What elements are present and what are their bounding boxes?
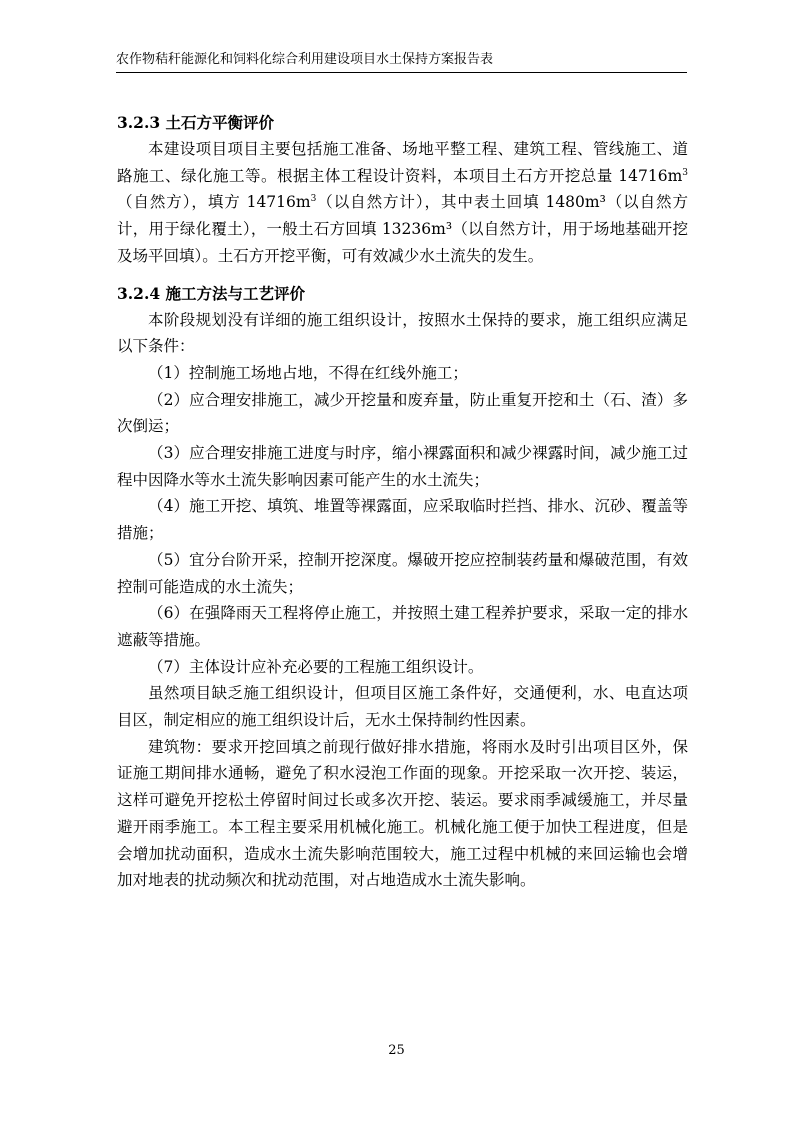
section-heading-3-2-4: 3.2.4 施工方法与工艺评价 [117, 283, 306, 303]
text-run: （自然方），填方 14716m [117, 193, 311, 212]
text-run: （以自然方计），其中表土回填 1480m³（以自然方计，用于绿化覆土），一般土石方回填 13236m³（以自然方计，用于场地基础开挖及场平回填）。土石方开挖平衡，可有效减少水土流失的发生。 [117, 193, 688, 265]
paragraph: 本阶段规划没有详细的施工组织设计，按照水土保持的要求，施工组织应满足以下条件： [117, 310, 688, 356]
list-item: （5）宜分台阶开采，控制开挖深度。爆破开挖应控制装药量和爆破范围，有效控制可能造成的水土流失； [117, 550, 688, 596]
paragraph-earthwork-balance [117, 136, 688, 270]
paragraph: 建筑物：要求开挖回填之前现行做好排水措施，将雨水及时引出项目区外，保证施工期间排水通畅，避免了积水浸泡工作面的现象。开挖采取一次开挖、装运，这样可避免开挖松土停留时间过长或多次开挖、装运。要求雨季减缓施工，并尽量避开雨季施工。本工程主要采用机械化施工。机械化施工便于加快工程进度，但是会增加扰动面积，造成水土流失影响范围较大，施工过程中机械的来回运输也会增加对地表的扰动频次和扰动范围，对占地造成水土流失影响。 [117, 737, 688, 890]
text-run: 本建设项目项目主要包括施工准备、场地平整工程、建筑工程、管线施工、道路施工、绿化施工等。根据主体工程设计资料，本项目土石方开挖总量 14716m [117, 140, 688, 185]
list-item: （2）应合理安排施工，减少开挖量和废弃量，防止重复开挖和土（石、渣）多次倒运； [117, 390, 688, 436]
list-item: （4）施工开挖、填筑、堆置等裸露面，应采取临时拦挡、排水、沉砂、覆盖等措施； [117, 497, 688, 543]
list-item: （3）应合理安排施工进度与时序，缩小裸露面积和减少裸露时间，减少施工过程中因降水等水土流失影响因素可能产生的水土流失； [117, 444, 688, 489]
list-item: （7）主体设计应补充必要的工程施工组织设计。 [148, 657, 484, 676]
paragraph: 虽然项目缺乏施工组织设计，但项目区施工条件好，交通便利，水、电直达项目区，制定相应的施工组织设计后，无水土保持制约性因素。 [117, 684, 688, 730]
list-item: （1）控制施工场地占地，不得在红线外施工； [148, 363, 468, 382]
superscript: 3 [310, 194, 317, 205]
page-header: 农作物秸秆能源化和饲料化综合利用建设项目水土保持方案报告表 [116, 52, 494, 67]
header-divider [116, 72, 687, 73]
document-body [117, 110, 688, 894]
section-heading-3-2-3: 3.2.3 土石方平衡评价 [117, 113, 275, 132]
list-item: （6）在强降雨天工程将停止施工，并按照土建工程养护要求，采取一定的排水遮蔽等措施。 [117, 604, 688, 649]
page-number: 25 [388, 1043, 405, 1058]
superscript: 3 [682, 167, 688, 178]
